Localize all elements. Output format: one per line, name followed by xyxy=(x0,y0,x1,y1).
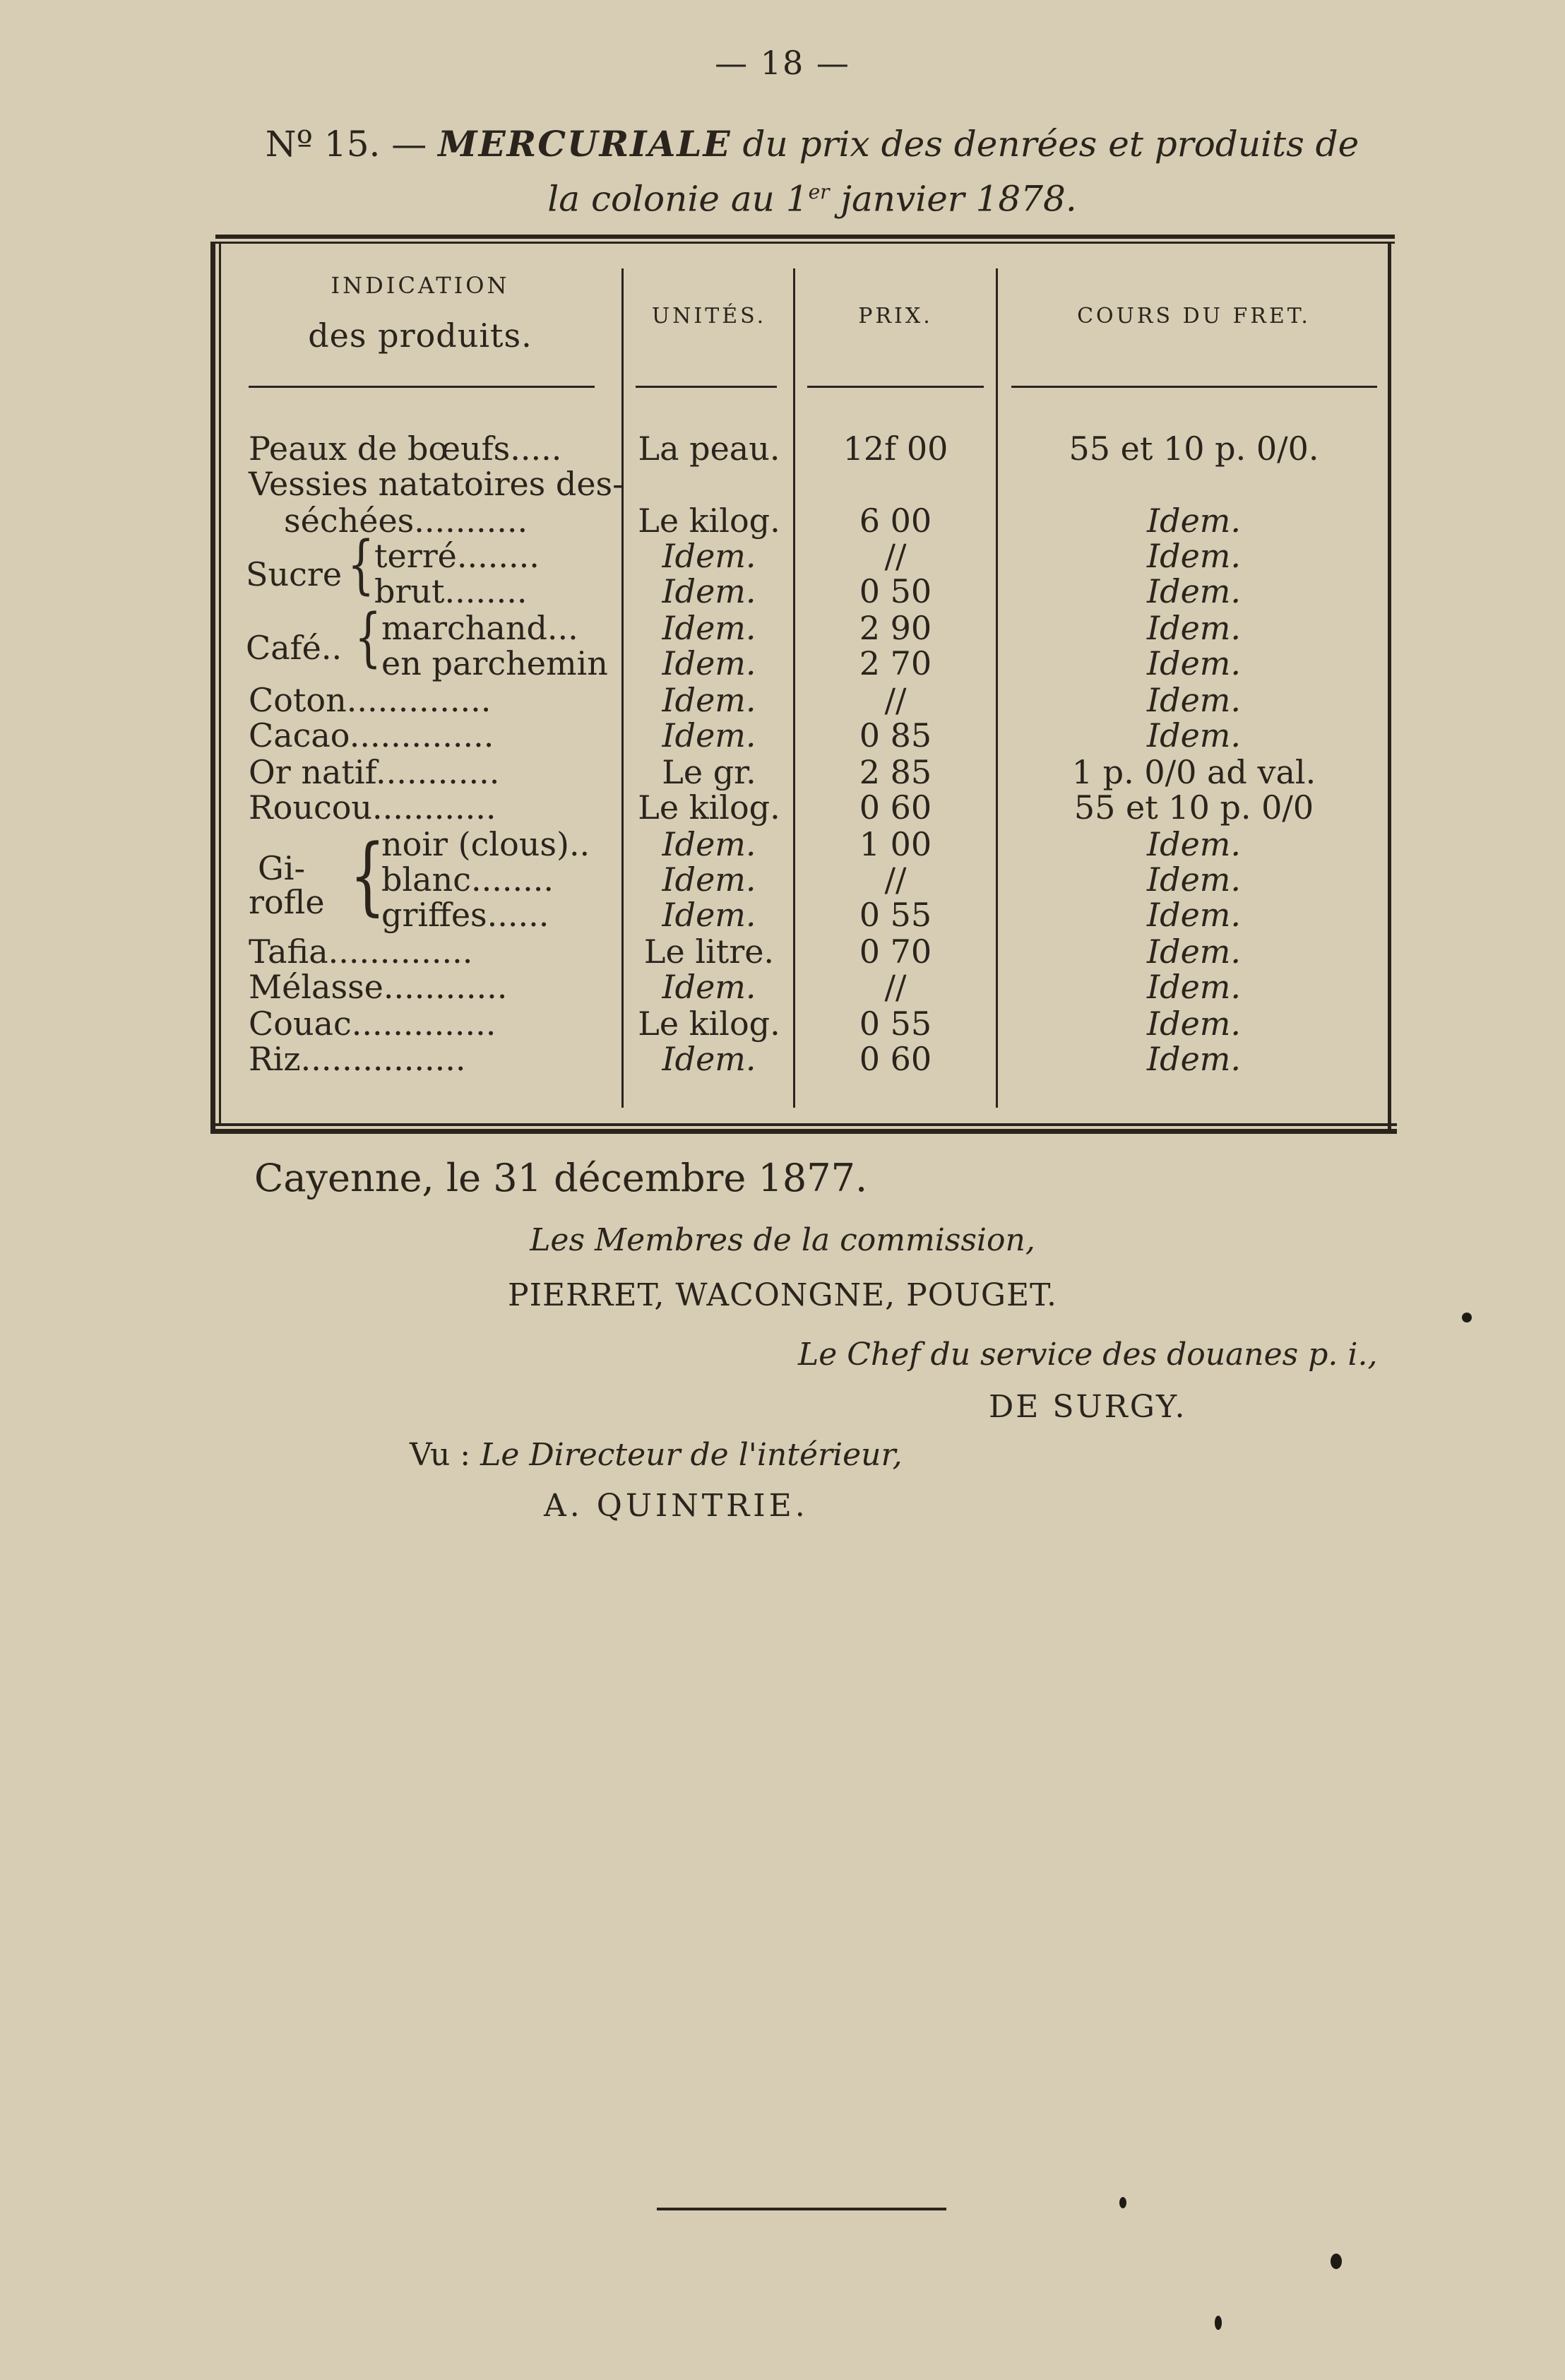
table-cell-price: // xyxy=(884,537,907,575)
table-cell-price: 2 85 xyxy=(859,753,932,791)
table-cell-unit: Idem. xyxy=(662,681,756,719)
table-top-rule-thin xyxy=(215,242,1395,244)
table-cell-unit: Idem. xyxy=(662,860,756,899)
group-label-girofle: Gi- xyxy=(258,849,306,887)
table-cell-unit: Idem. xyxy=(662,825,756,863)
table-cell-unit: Le kilog. xyxy=(638,502,780,540)
table-cell-unit: Le gr. xyxy=(662,753,756,791)
column-divider xyxy=(621,268,624,1108)
table-cell-product: Mélasse............ xyxy=(249,968,508,1006)
table-cell-price: 0 55 xyxy=(859,1005,932,1043)
header-produits: des produits. xyxy=(308,316,532,355)
directeur-name: A. QUINTRIE. xyxy=(544,1488,809,1524)
table-cell-fret: 1 p. 0/0 ad val. xyxy=(1071,753,1316,791)
table-cell-price: 6 00 xyxy=(859,502,932,540)
vu-label: Vu : xyxy=(410,1437,471,1473)
commission-names: PIERRET, WACONGNE, POUGET. xyxy=(507,1277,1058,1313)
table-cell-fret: Idem. xyxy=(1146,1040,1242,1078)
table-cell-fret: Idem. xyxy=(1146,537,1242,575)
table-cell-product: Coton.............. xyxy=(249,681,492,719)
commission-label: Les Membres de la commission, xyxy=(530,1222,1035,1258)
table-cell-product: brut........ xyxy=(374,572,528,610)
title-number: Nº 15. — xyxy=(265,124,427,165)
table-cell-price: // xyxy=(884,968,907,1006)
header-cours-du-fret: COURS DU FRET. xyxy=(1077,304,1311,328)
table-cell-product: Vessies natatoires des- xyxy=(249,465,624,503)
page-title xyxy=(212,120,1412,223)
group-label-girofle: rofle xyxy=(249,883,325,921)
table-cell-fret: Idem. xyxy=(1146,933,1242,971)
douanes-label: Le Chef du service des douanes p. i., xyxy=(798,1337,1378,1373)
header-underline xyxy=(1011,386,1377,388)
table-cell-price: 0 70 xyxy=(859,933,932,971)
table-cell-fret: Idem. xyxy=(1146,1005,1242,1043)
table-cell-product: Tafia.............. xyxy=(249,933,473,971)
table-cell-fret: Idem. xyxy=(1146,825,1242,863)
title-sup: er xyxy=(808,180,830,203)
table-cell-fret: Idem. xyxy=(1146,609,1242,647)
table-cell-price: 12f 00 xyxy=(843,430,948,468)
table-cell-product: Couac.............. xyxy=(249,1005,496,1043)
table-cell-product: Or natif............ xyxy=(249,753,500,791)
brace: { xyxy=(355,600,382,675)
table-cell-price: 2 90 xyxy=(859,609,932,647)
end-rule xyxy=(657,2208,946,2210)
table-cell-fret: 55 et 10 p. 0/0. xyxy=(1069,430,1319,468)
table-cell-unit: Idem. xyxy=(662,716,756,754)
table-cell-price: // xyxy=(884,681,907,719)
header-unites: UNITÉS. xyxy=(651,304,767,328)
table-cell-price: // xyxy=(884,860,907,899)
header-indication: INDICATION xyxy=(331,272,510,299)
table-cell-product: en parchemin xyxy=(381,644,608,682)
header-prix: PRIX. xyxy=(858,304,933,328)
table-cell-unit: Le litre. xyxy=(643,933,775,971)
table-cell-product: séchées........... xyxy=(284,502,528,540)
ink-spot xyxy=(1119,2197,1126,2208)
ink-spot xyxy=(1331,2254,1342,2269)
table-cell-unit: Idem. xyxy=(662,537,756,575)
table-bottom-rule xyxy=(210,1129,1397,1134)
table-cell-product: Cacao.............. xyxy=(249,716,494,754)
table-left-border xyxy=(210,242,215,1133)
directeur-label xyxy=(410,1437,903,1473)
table-cell-price: 0 55 xyxy=(859,896,932,934)
table-cell-unit: Le kilog. xyxy=(638,788,780,827)
table-cell-unit: Idem. xyxy=(662,572,756,610)
title-rest-line2a: la colonie au 1 xyxy=(547,178,809,220)
page-number: — 18 — xyxy=(715,44,850,82)
title-rest-line2b: janvier 1878. xyxy=(840,178,1077,220)
table-cell-fret: Idem. xyxy=(1146,716,1242,754)
place-date: Cayenne, le 31 décembre 1877. xyxy=(254,1156,868,1200)
table-cell-unit: Idem. xyxy=(662,1040,756,1078)
table-cell-price: 0 60 xyxy=(859,788,932,827)
group-label-cafe: Café.. xyxy=(246,629,343,667)
table-cell-product: terré........ xyxy=(374,537,540,575)
table-cell-price: 2 70 xyxy=(859,644,932,682)
table-cell-price: 0 50 xyxy=(859,572,932,610)
table-cell-fret: Idem. xyxy=(1146,644,1242,682)
table-cell-fret: Idem. xyxy=(1146,860,1242,899)
table-cell-product: Riz................ xyxy=(249,1040,466,1078)
table-cell-product: Roucou............ xyxy=(249,788,496,827)
ink-spot xyxy=(1462,1313,1472,1322)
table-cell-price: 1 00 xyxy=(859,825,932,863)
table-cell-unit: Idem. xyxy=(662,644,756,682)
table-cell-fret: Idem. xyxy=(1146,681,1242,719)
table-cell-fret: Idem. xyxy=(1146,502,1242,540)
header-underline xyxy=(807,386,984,388)
douanes-name: DE SURGY. xyxy=(989,1389,1187,1425)
table-bottom-rule-thin xyxy=(210,1123,1397,1126)
group-label-sucre: Sucre xyxy=(246,555,343,593)
table-cell-fret: 55 et 10 p. 0/0 xyxy=(1073,788,1314,827)
table-cell-fret: Idem. xyxy=(1146,896,1242,934)
table-cell-price: 0 60 xyxy=(859,1040,932,1078)
table-cell-price: 0 85 xyxy=(859,716,932,754)
table-cell-product: Peaux de bœufs..... xyxy=(249,430,562,468)
ink-spot xyxy=(1215,2316,1222,2330)
table-top-rule xyxy=(215,235,1395,239)
table-cell-unit: Idem. xyxy=(662,609,756,647)
table-left-border-thin xyxy=(219,242,221,1125)
title-rest-line1: du prix des denrées et produits de xyxy=(742,124,1359,165)
table-cell-fret: Idem. xyxy=(1146,968,1242,1006)
table-cell-product: griffes...... xyxy=(381,896,549,934)
header-underline xyxy=(249,386,595,388)
table-cell-product: noir (clous).. xyxy=(381,825,590,863)
table-cell-unit: La peau. xyxy=(638,430,780,468)
brace: { xyxy=(347,528,375,603)
table-cell-unit: Le kilog. xyxy=(638,1005,780,1043)
brace: { xyxy=(350,826,386,925)
directeur-title: Le Directeur de l'intérieur, xyxy=(480,1437,903,1473)
table-cell-unit: Idem. xyxy=(662,968,756,1006)
table-cell-unit: Idem. xyxy=(662,896,756,934)
title-main: MERCURIALE xyxy=(438,123,732,165)
header-underline xyxy=(636,386,777,388)
table-cell-fret: Idem. xyxy=(1146,572,1242,610)
table-cell-product: marchand... xyxy=(381,609,578,647)
table-cell-product: blanc........ xyxy=(381,860,554,899)
